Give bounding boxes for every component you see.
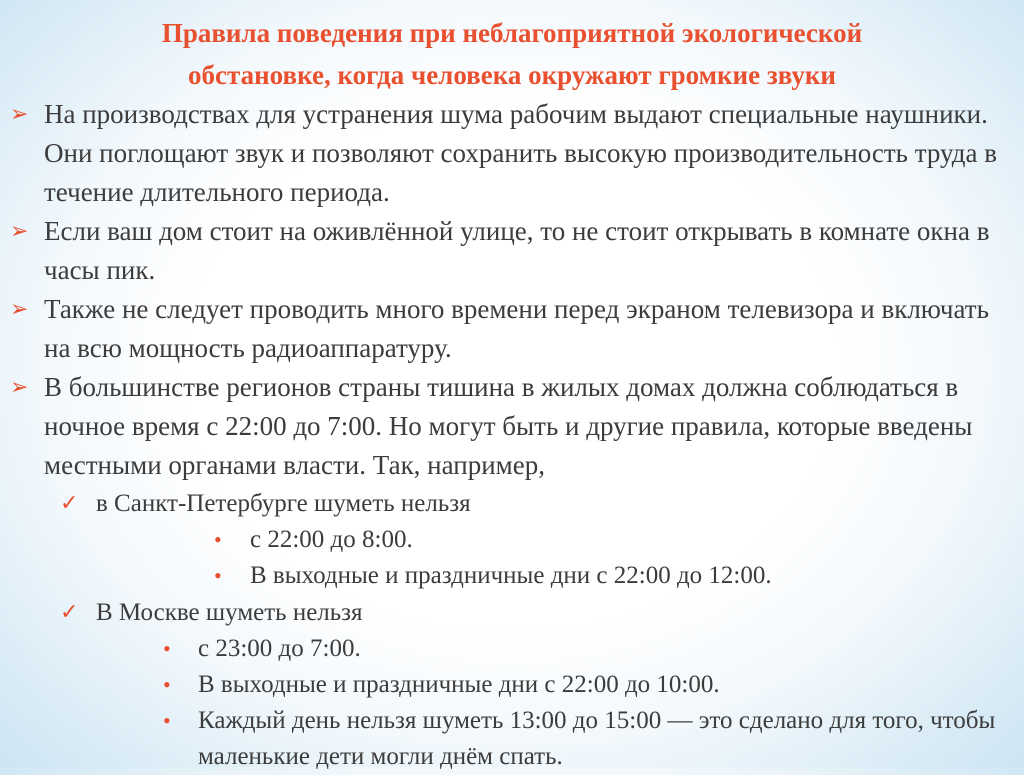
detail-item xyxy=(0,631,1024,667)
detail-text: В выходные и праздничные дни с 22:00 до 12:00. xyxy=(250,562,772,589)
spb-section xyxy=(0,485,1024,594)
bullet-text: В большинстве регионов страны тишина в жилых домах должна соблюдаться в ночное время с 22:00 до 7:00. Но могут быть и другие правила, которые введены местными органами власти. Так, например, xyxy=(44,372,973,480)
arrow-bullet-icon: ➢ xyxy=(10,375,29,400)
bullet-text: Если ваш дом стоит на оживлённой улице, то не стоит открывать в комнате окна в часы пик. xyxy=(44,216,990,285)
sub-bullet-text: в Санкт-Петербурге шуметь нельзя xyxy=(96,490,471,517)
bullet-item xyxy=(0,95,1024,212)
dot-bullet-icon: • xyxy=(214,563,222,588)
detail-item xyxy=(0,667,1024,703)
dot-bullet-icon: • xyxy=(163,636,171,661)
title-line-2: обстановке, когда человека окружают громкие звуки xyxy=(188,60,836,90)
detail-text: В выходные и праздничные дни с 22:00 до 10:00. xyxy=(198,671,720,698)
detail-text: с 23:00 до 7:00. xyxy=(198,635,361,662)
detail-text: с 22:00 до 8:00. xyxy=(250,526,413,553)
detail-text: Каждый день нельзя шуметь 13:00 до 15:00 — это сделано для того, чтобы маленькие дети могли днём спать. xyxy=(198,707,996,770)
bullet-item xyxy=(0,290,1024,368)
detail-item xyxy=(0,703,1024,775)
sub-bullet-text: В Москве шуметь нельзя xyxy=(96,599,363,626)
slide-title xyxy=(40,12,984,96)
checkmark-icon: ✓ xyxy=(60,600,79,625)
bullet-item xyxy=(0,212,1024,290)
bullet-text: На производствах для устранения шума рабочим выдают специальные наушники. Они поглощают звук и позволяют сохранить высокую производительность труда в течение длительного периода. xyxy=(44,99,998,207)
dot-bullet-icon: • xyxy=(214,527,222,552)
detail-item xyxy=(0,558,1024,594)
arrow-bullet-icon: ➢ xyxy=(10,102,29,127)
arrow-bullet-icon: ➢ xyxy=(10,219,29,244)
sub-bullet-item xyxy=(0,485,1024,522)
arrow-bullet-icon: ➢ xyxy=(10,297,29,322)
bullet-list xyxy=(0,95,1024,775)
bullet-item xyxy=(0,368,1024,485)
title-line-1: Правила поведения при неблагоприятной экологической xyxy=(161,18,863,48)
moscow-section xyxy=(0,594,1024,775)
dot-bullet-icon: • xyxy=(163,708,171,733)
dot-bullet-icon: • xyxy=(163,672,171,697)
sub-bullet-item xyxy=(0,594,1024,631)
bullet-text: Также не следует проводить много времени перед экраном телевизора и включать на всю мощность радиоаппаратуру. xyxy=(44,294,989,363)
detail-item xyxy=(0,522,1024,558)
checkmark-icon: ✓ xyxy=(60,491,79,516)
